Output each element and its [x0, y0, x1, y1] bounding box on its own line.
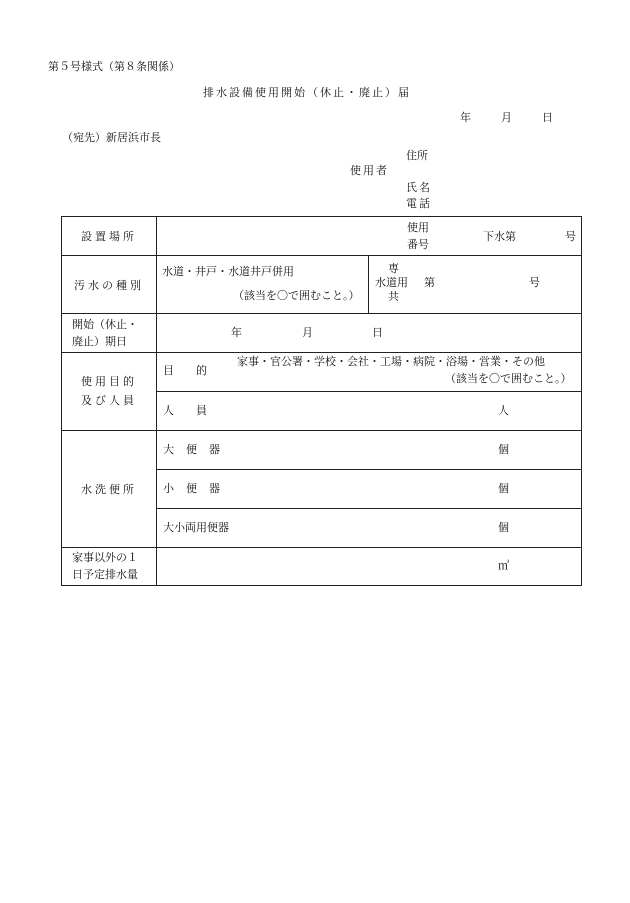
purpose-options: 家事・官公署・学校・会社・工場・病院・浴場・営業・その他 — [237, 355, 545, 368]
persons-label: 人 員 — [163, 404, 207, 417]
water-source-options: 水道・井戸・水道井戸併用 — [162, 265, 294, 278]
purpose-label-cell — [62, 353, 157, 431]
toilet-label-cell — [62, 431, 157, 548]
persons-unit: 人 — [498, 404, 509, 417]
purpose-label-2: 及び人員 — [81, 393, 137, 407]
water-source-cell[interactable] — [157, 256, 369, 314]
date-month: 月 — [501, 111, 512, 124]
purpose-label-1: 使用目的 — [81, 374, 137, 388]
non-home-label-cell — [62, 548, 157, 586]
phone-label: 電話 — [406, 197, 432, 210]
toilet-both-label: 大小両用便器 — [163, 521, 229, 534]
date-year: 年 — [460, 111, 471, 124]
toilet-label: 水洗便所 — [81, 483, 137, 496]
period-label-1: 開始（休止・ — [72, 318, 138, 331]
location-value-cell[interactable] — [157, 217, 582, 256]
dedicated-char: 専 — [388, 262, 399, 275]
period-value-cell[interactable] — [157, 314, 582, 353]
toilet-small-cell[interactable] — [157, 470, 582, 509]
waterworks-cell[interactable] — [369, 256, 582, 314]
non-home-label-2: 日予定排水量 — [72, 568, 138, 581]
water-source-note: （該当を〇で囲むこと。） — [233, 289, 360, 302]
toilet-large-cell[interactable] — [157, 431, 582, 470]
toilet-both-unit: 個 — [498, 521, 509, 534]
addressee: （宛先）新居浜市長 — [62, 131, 161, 144]
waterworks-no-suffix: 号 — [529, 276, 540, 289]
use-number-label-2: 番号 — [407, 238, 429, 251]
volume-unit: ㎥ — [498, 559, 509, 572]
application-table — [61, 216, 582, 586]
sewer-no-prefix: 下水第 — [483, 230, 516, 243]
non-home-value-cell[interactable] — [157, 548, 582, 586]
wastewater-type-label-cell — [62, 256, 157, 314]
date-day: 日 — [542, 111, 553, 124]
name-label: 氏名 — [406, 181, 432, 194]
user-label: 使用者 — [350, 164, 389, 177]
period-label-cell — [62, 314, 157, 353]
shared-char: 共 — [388, 290, 399, 303]
form-number: 第５号様式（第８条関係） — [48, 60, 180, 73]
toilet-both-cell[interactable] — [157, 509, 582, 548]
toilet-small-label: 小便器 — [163, 482, 232, 495]
toilet-large-unit: 個 — [498, 443, 509, 456]
waterworks-label: 水道用 — [375, 276, 408, 289]
form-title: 排水設備使用開始（休止・廃止）届 — [203, 86, 411, 99]
toilet-large-label: 大便器 — [163, 443, 232, 456]
wastewater-type-label: 汚水の種別 — [74, 278, 144, 292]
purpose-note: （該当を〇で囲むこと。） — [445, 372, 572, 385]
sewer-no-suffix: 号 — [565, 230, 576, 243]
period-day: 日 — [372, 326, 383, 339]
waterworks-no-prefix: 第 — [424, 276, 435, 289]
toilet-small-unit: 個 — [498, 482, 509, 495]
non-home-label-1: 家事以外の１ — [72, 551, 138, 564]
period-label-2: 廃止）期日 — [72, 335, 127, 348]
use-number-label-1: 使用 — [407, 221, 429, 234]
purpose-value-cell[interactable] — [157, 353, 582, 392]
persons-value-cell[interactable] — [157, 392, 582, 431]
location-label-cell — [62, 217, 157, 256]
location-label: 設置場所 — [81, 230, 137, 243]
purpose-row-label: 目 的 — [163, 364, 207, 377]
address-label: 住所 — [406, 149, 428, 162]
period-year: 年 — [231, 326, 242, 339]
period-month: 月 — [302, 326, 313, 339]
